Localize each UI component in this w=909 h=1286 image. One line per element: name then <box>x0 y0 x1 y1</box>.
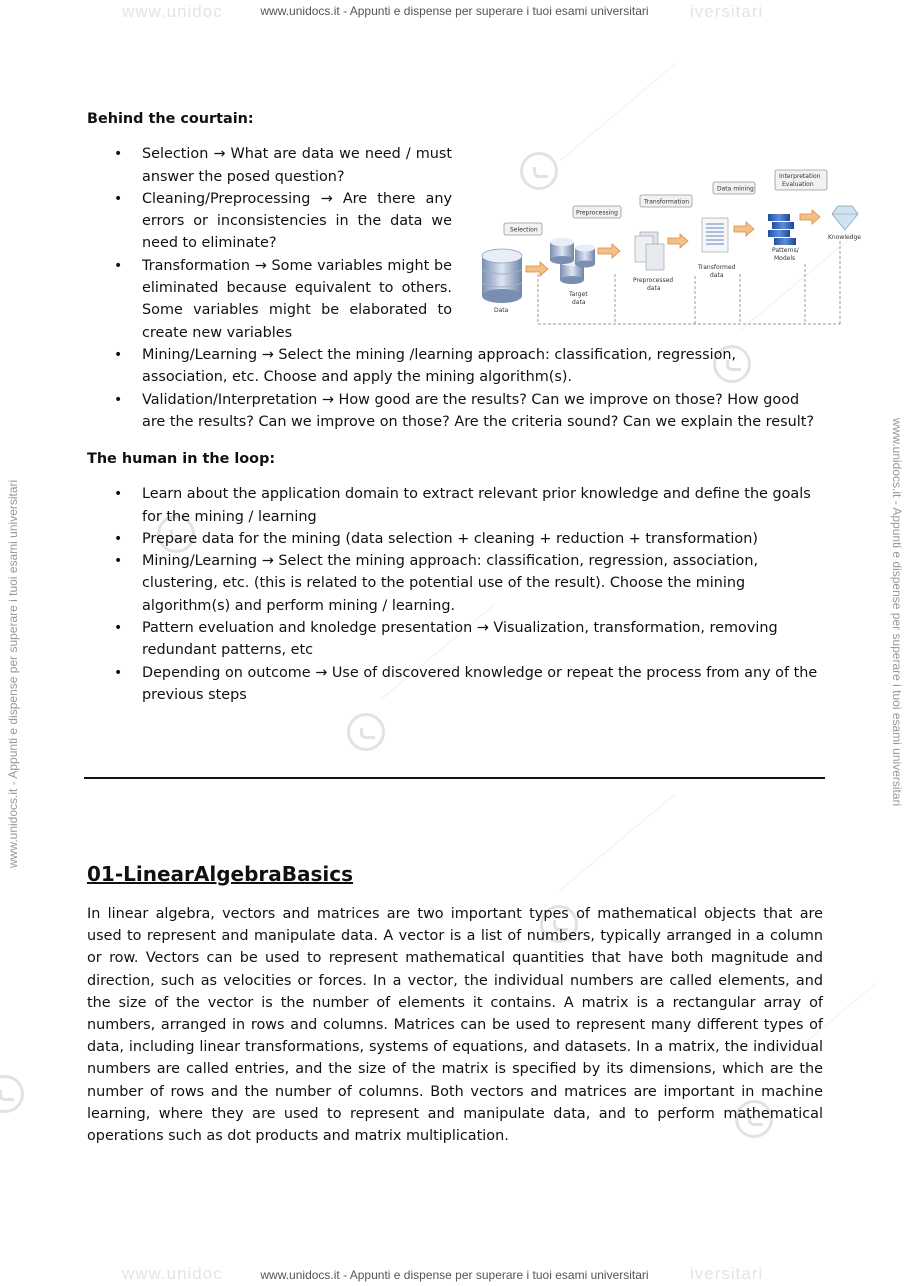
knowledge-diamond-icon <box>832 206 858 230</box>
list-item <box>87 143 452 188</box>
human-list <box>87 483 824 706</box>
caption-knowledge: Knowledge <box>828 234 861 241</box>
patterns-models-icon <box>768 214 796 245</box>
list-item <box>87 550 824 617</box>
item-text: Learn about the application domain to extract relevant prior knowledge and define the goals for the mining / learning <box>142 486 811 525</box>
watermark-logo-icon <box>347 713 385 751</box>
list-item <box>87 255 452 344</box>
caption-preprocessed-data: data <box>647 285 661 292</box>
caption-transformed: Transformed <box>698 264 736 271</box>
arrow-right-icon: → <box>213 146 226 163</box>
tag-interpretation: Interpretation <box>779 173 821 180</box>
item-term: Selection <box>142 146 209 163</box>
section-title: 01-LinearAlgebraBasics <box>87 862 354 886</box>
item-term: Transformation <box>142 257 250 274</box>
arrow-right-icon: → <box>321 391 334 408</box>
item-text: Some variables might be eliminated because equivalent to others. Some variables might be elaborated to create new variables <box>142 257 453 341</box>
arrow-right-icon <box>526 262 548 276</box>
item-text: How good are the results? Can we improve on those? How good are the results? Can we improve on those? Are the criteria sound? Can we explain the result? <box>142 391 814 430</box>
transformed-data-table-icon <box>702 218 728 252</box>
caption-models: Models <box>774 255 796 262</box>
item-text: Visualization, transformation, removing redundant patterns, etc <box>142 620 778 659</box>
arrow-right-icon <box>800 210 820 224</box>
list-item <box>87 528 824 550</box>
item-term: Validation/Interpretation <box>142 391 318 408</box>
caption-preprocessed: Preprocessed <box>633 277 674 284</box>
section-divider <box>84 777 825 779</box>
section-paragraph: In linear algebra, vectors and matrices are two important types of mathematical objects that are used to represent and manipulate data. A vector is a list of numbers, typically arranged in a column or row. Vectors can be used to represent mathematical quantities that have both magnitude and direction, such as velocities or forces. In a vector, the individual numbers are called elements, and the size of the vector is the number of elements it contains. A matrix is a rectangular array of numbers, arranged in rows and columns. Matrices can be used to represent many different types of data, including linear transformations, systems of equations, and datasets. In a matrix, the individual numbers are called entries, and the size of the matrix is specified by its dimensions, which are the number of rows and the number of columns. Both vectors and matrices are important in machine learning, where they are used to represent and manipulate data, and to perform mathematical operations such as dot products and matrix multiplication. <box>87 906 823 1145</box>
arrow-right-icon: → <box>315 664 328 681</box>
tag-transformation: Transformation <box>644 198 690 206</box>
item-term: Cleaning/Preprocessing <box>142 190 311 207</box>
item-text: Select the mining approach: classification, regression, association, clustering, etc. (this is related to the potential use of the result). Choose the mining algorithm(s) and perform mining / learning. <box>142 553 759 614</box>
human-section <box>87 448 824 706</box>
arrow-right-icon <box>598 244 620 258</box>
watermark-faint-left: www.unidoc <box>122 2 223 21</box>
tag-selection: Selection <box>510 226 538 234</box>
arrow-right-icon: → <box>261 346 274 363</box>
arrow-right-icon: → <box>261 553 274 570</box>
caption-transformed-data: data <box>710 272 724 279</box>
list-item <box>87 389 824 434</box>
item-text: Are there any errors or inconsistencies in the data we need to eliminate? <box>142 190 452 252</box>
item-term: Depending on outcome <box>142 664 311 681</box>
tag-evaluation: Evaluation <box>782 181 814 188</box>
arrow-right-icon: → <box>476 620 489 637</box>
preprocessed-documents-icon <box>635 232 664 270</box>
data-cylinder-icon <box>482 249 522 303</box>
list-item <box>87 662 824 707</box>
caption-data: Data <box>494 307 509 314</box>
kdd-process-diagram <box>470 166 870 326</box>
watermark-logo-icon <box>0 1075 24 1113</box>
item-term: Pattern eveluation and knoledge presentation <box>142 620 473 637</box>
tag-data-mining: Data mining <box>717 185 754 193</box>
tag-preprocessing: Preprocessing <box>576 209 618 217</box>
list-item <box>87 188 452 255</box>
watermark-side-right: www.unidocs.it - Appunti e dispense per superare i tuoi esami universitari <box>890 418 904 807</box>
watermark-faint-left-bottom: www.unidoc <box>122 1264 223 1283</box>
item-text: Use of discovered knowledge or repeat the process from any of the previous steps <box>142 664 818 703</box>
watermark-side-left: www.unidocs.it - Appunti e dispense per superare i tuoi esami universitari <box>6 479 20 868</box>
item-term: Mining/Learning <box>142 346 258 363</box>
arrow-right-icon <box>734 222 754 236</box>
human-heading: The human in the loop: <box>87 451 276 467</box>
item-text: Select the mining /learning approach: classification, regression, association, etc. Choose and apply the mining algorithm(s). <box>142 346 737 386</box>
arrow-right-icon: → <box>320 190 333 207</box>
watermark-top: www.unidocs.it - Appunti e dispense per superare i tuoi esami universitari <box>260 4 649 18</box>
caption-patterns: Patterns/ <box>772 247 799 254</box>
watermark-faint-right: iversitari <box>690 2 764 21</box>
caption-target: Target <box>569 291 588 298</box>
list-item <box>87 344 824 389</box>
watermark-bottom: www.unidocs.it - Appunti e dispense per superare i tuoi esami universitari <box>260 1268 649 1282</box>
caption-target-data: data <box>572 299 586 306</box>
list-item <box>87 617 824 662</box>
arrow-right-icon <box>668 234 688 248</box>
item-text: What are data we need / must answer the posed question? <box>142 146 453 185</box>
item-text: Prepare data for the mining (data selection + cleaning + reduction + transformation) <box>142 530 758 547</box>
behind-heading: Behind the courtain: <box>87 111 254 127</box>
target-data-cylinders-icon <box>550 238 595 284</box>
arrow-right-icon: → <box>254 257 267 274</box>
watermark-line <box>560 794 676 891</box>
list-item <box>87 483 824 528</box>
diagram-captions <box>494 234 861 314</box>
item-term: Mining/Learning <box>142 553 258 570</box>
watermark-faint-right-bottom: iversitari <box>690 1264 764 1283</box>
